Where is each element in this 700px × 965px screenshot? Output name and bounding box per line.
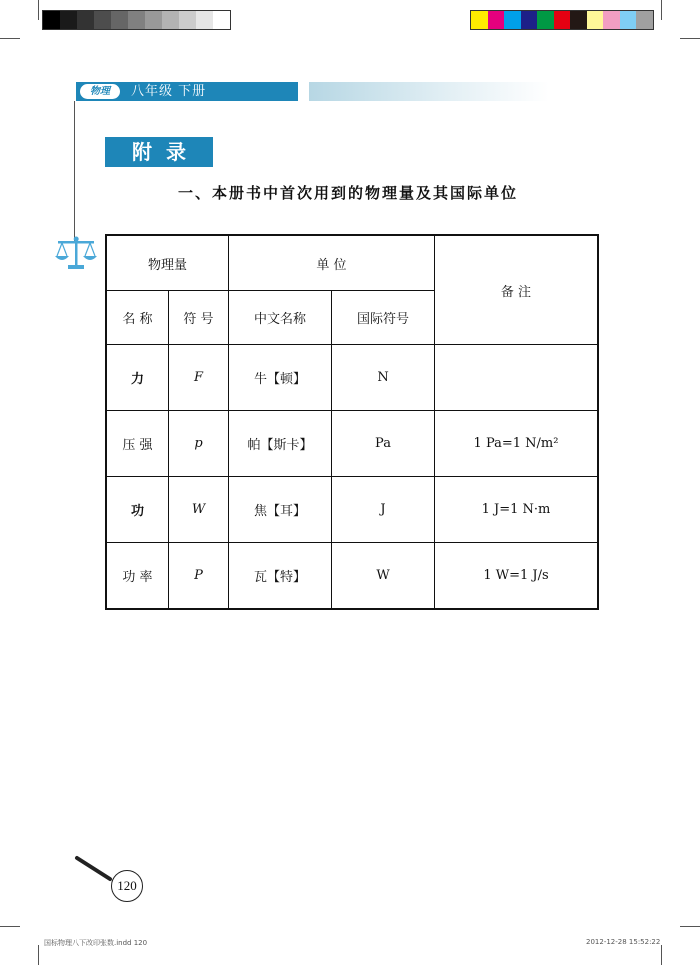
calibration-swatch (603, 11, 620, 29)
footer-filename: 国标物理八下改印张数.indd 120 (44, 939, 148, 947)
crop-mark (0, 38, 20, 39)
calibration-swatch (145, 11, 162, 29)
header-symbol: 符 号 (169, 291, 229, 345)
quantity-name: 力 (106, 345, 169, 411)
table-row (106, 345, 598, 411)
header-cn-name: 中文名称 (229, 291, 332, 345)
calibration-swatch (504, 11, 521, 29)
unit-intl-symbol: J (332, 477, 435, 543)
header-quantity: 物理量 (106, 235, 229, 291)
unit-cn-name: 牛【顿】 (229, 345, 332, 411)
crop-mark (38, 945, 39, 965)
crop-mark (0, 926, 20, 927)
unit-intl-symbol: W (332, 543, 435, 610)
appendix-title: 附录 (105, 137, 213, 167)
quantity-name: 压 强 (106, 411, 169, 477)
calibration-swatch (162, 11, 179, 29)
calibration-swatch (77, 11, 94, 29)
calibration-swatch (587, 11, 604, 29)
calibration-swatch (43, 11, 60, 29)
grayscale-calibration-bar (42, 10, 231, 30)
page-number: 120 (111, 870, 143, 902)
crop-mark (661, 945, 662, 965)
unit-intl-symbol: Pa (332, 411, 435, 477)
quantity-name: 功 率 (106, 543, 169, 610)
header-remarks: 备 注 (435, 235, 599, 345)
quantity-symbol: W (169, 477, 229, 543)
calibration-swatch (471, 11, 488, 29)
header-gradient (309, 82, 549, 101)
quantity-symbol: F (169, 345, 229, 411)
unit-cn-name: 瓦【特】 (229, 543, 332, 610)
color-calibration-bar (470, 10, 654, 30)
calibration-swatch (111, 11, 128, 29)
calibration-swatch (620, 11, 637, 29)
crop-mark (680, 38, 700, 39)
unit-cn-name: 焦【耳】 (229, 477, 332, 543)
calibration-swatch (636, 11, 653, 29)
quantities-units-table (105, 234, 599, 610)
calibration-swatch (488, 11, 505, 29)
quantity-name: 功 (106, 477, 169, 543)
footer-timestamp: 2012-12-28 15:52:22 (586, 938, 661, 946)
calibration-swatch (554, 11, 571, 29)
unit-intl-symbol: N (332, 345, 435, 411)
header-name: 名 称 (106, 291, 169, 345)
calibration-swatch (537, 11, 554, 29)
calibration-swatch (179, 11, 196, 29)
quantity-symbol: P (169, 543, 229, 610)
header-intl-symbol: 国际符号 (332, 291, 435, 345)
subject-logo: 物理 (80, 84, 120, 99)
calibration-swatch (60, 11, 77, 29)
calibration-swatch (196, 11, 213, 29)
crop-mark (680, 926, 700, 927)
table-row (106, 411, 598, 477)
calibration-swatch (213, 11, 230, 29)
calibration-swatch (570, 11, 587, 29)
unit-cn-name: 帕【斯卡】 (229, 411, 332, 477)
calibration-swatch (94, 11, 111, 29)
book-title: 八年级 下册 (131, 84, 207, 99)
table-row (106, 543, 598, 610)
balance-scale-icon (54, 236, 98, 272)
unit-remark: 1 Pa=1 N/m² (435, 411, 599, 477)
calibration-swatch (521, 11, 538, 29)
unit-remark: 1 W=1 J/s (435, 543, 599, 610)
calibration-swatch (128, 11, 145, 29)
unit-remark (435, 345, 599, 411)
crop-mark (38, 0, 39, 20)
table-row (106, 477, 598, 543)
section-subtitle: 一、本册书中首次用到的物理量及其国际单位 (178, 184, 519, 202)
unit-remark: 1 J=1 N·m (435, 477, 599, 543)
crop-mark (661, 0, 662, 20)
header-unit: 单 位 (229, 235, 435, 291)
quantity-symbol: p (169, 411, 229, 477)
margin-rule (74, 101, 75, 241)
